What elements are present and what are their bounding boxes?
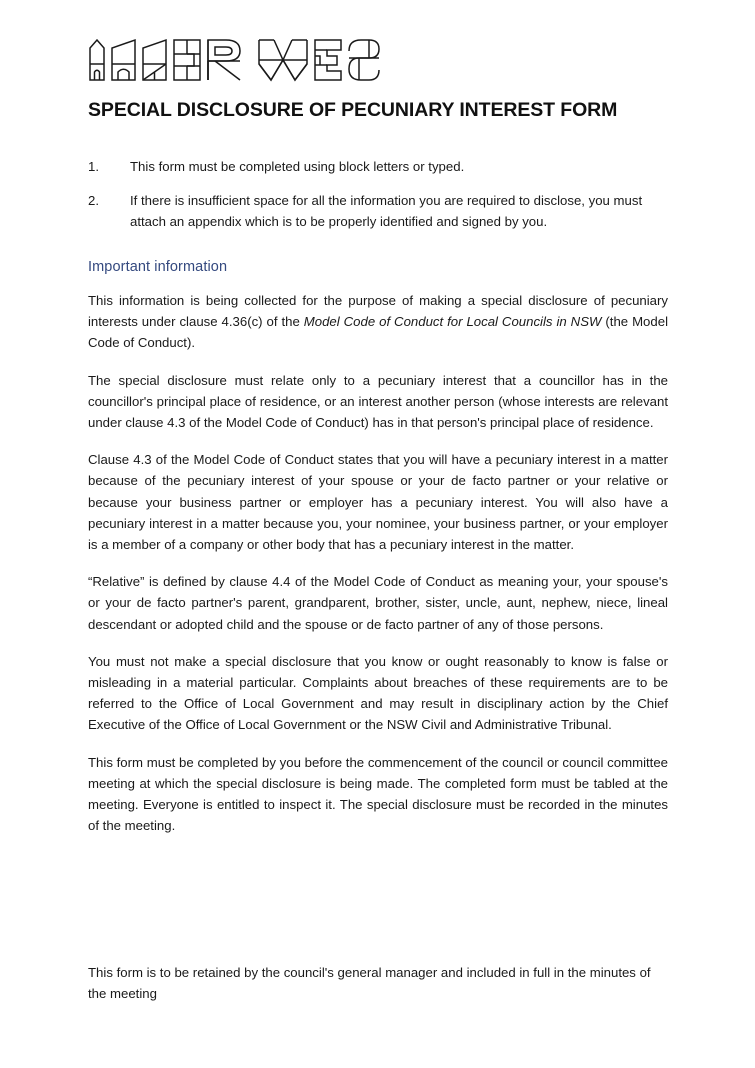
list-item-text: This form must be completed using block letters or typed. — [130, 159, 465, 174]
model-code-title-italic: Model Code of Conduct for Local Councils in NSW — [303, 314, 602, 330]
inner-west-logo — [88, 38, 380, 82]
list-item — [88, 156, 667, 177]
instructions-list — [88, 156, 667, 245]
paragraph-purpose — [88, 290, 668, 354]
list-item — [88, 190, 667, 232]
list-item-text: If there is insufficient space for all the information you are required to disclose, you must attach an appendix which is to be properly identified and signed by you. — [130, 193, 643, 229]
paragraph-purpose-part1: This information is being collected for the purpose of making a special disclosure of pecuniary interests under clause 4.36(c) of the — [88, 293, 668, 330]
footer-retention-note: This form is to be retained by the council's general manager and included in full in the minutes of the meeting — [88, 965, 651, 1002]
list-item-number: 1. — [88, 159, 99, 174]
paragraph-clause-4-3: Clause 4.3 of the Model Code of Conduct states that you will have a pecuniary interest in a matter because of the pecuniary interest of your spouse or your de facto partner or your relative or because your business partner or employer has a pecuniary interest. You will also have a pecuniary interest in a matter because you, your nominee, your business partner, or your employer is a member of a company or other body that has a pecuniary interest in the matter. — [88, 452, 668, 553]
section-heading-important-information: Important information — [88, 259, 228, 275]
list-item-number: 2. — [88, 193, 99, 208]
paragraph-special-disclosure-scope: The special disclosure must relate only to a pecuniary interest that a councillor has in the councillor's principal place of residence, or an interest another person (whose interests are relevant under clause 4.3 of the Model Code of Conduct) has in that person's principal place of residence. — [88, 372, 668, 431]
page-title: SPECIAL DISCLOSURE OF PECUNIARY INTEREST FORM — [88, 99, 618, 121]
paragraph-purpose-part2: (the Model Code of Conduct). — [88, 314, 668, 351]
paragraph-false-misleading: You must not make a special disclosure that you know or ought reasonably to know is false or misleading in a material particular. Complaints about breaches of these requirements are to be referred to the Office of Local Government and may result in disciplinary action by the Chief Executive of the Office of Local Government or the NSW Civil and Administrative Tribunal. — [88, 653, 668, 733]
paragraph-completion-timing: This form must be completed by you before the commencement of the council or council committee meeting at which the special disclosure is being made. The completed form must be tabled at the meeting. Everyone is entitled to inspect it. The special disclosure must be recorded in the minutes of the meeting. — [88, 754, 668, 834]
inner-west-logo-icon — [88, 38, 380, 82]
important-information-body — [88, 290, 668, 836]
paragraph-relative-definition: “Relative” is defined by clause 4.4 of the Model Code of Conduct as meaning your, your spouse's or your de facto partner's parent, grandparent, brother, sister, uncle, aunt, nephew, niece, lineal descendant or adopted child and the spouse or de facto partner of any of those persons. — [88, 574, 668, 632]
